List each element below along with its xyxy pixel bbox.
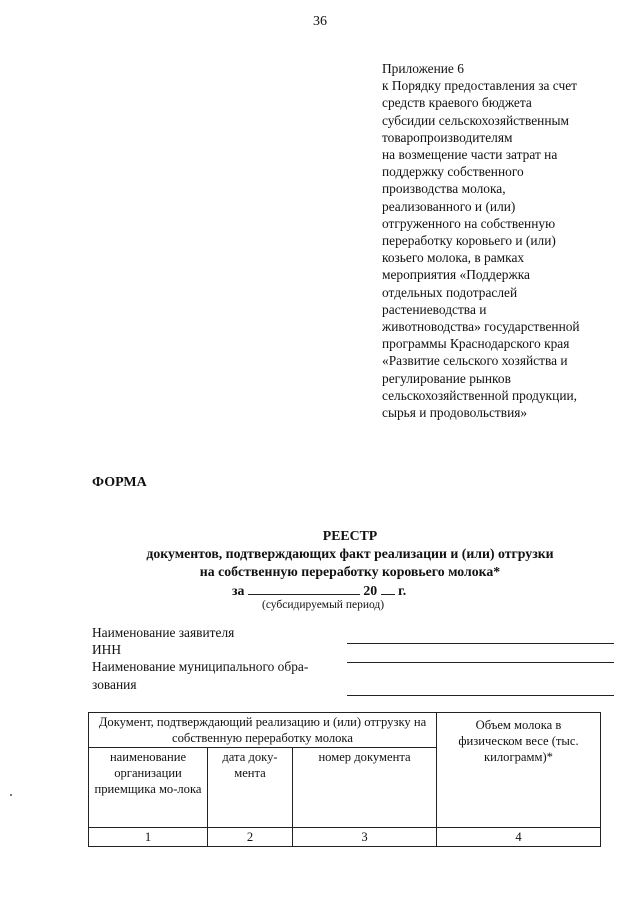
registry-table xyxy=(88,712,601,847)
appendix-line: козьего молока, в рамках xyxy=(382,250,525,266)
period-year: 20 xyxy=(363,583,378,598)
registry-subtitle-line1: документов, подтверждающих факт реализации и (или) отгрузки xyxy=(146,546,554,561)
org-name-header: наименование организации приемщика мо-лока xyxy=(89,748,208,828)
municipality-label: Наименование муниципального обра- xyxy=(92,659,309,674)
registry-title: РЕЕСТР xyxy=(322,528,378,543)
appendix-line: отдельных подотраслей xyxy=(382,284,518,300)
document-group-header: Документ, подтверждающий реализацию и (или) отгрузку на собственную переработку молока xyxy=(89,713,437,748)
applicant-line[interactable] xyxy=(347,643,614,644)
appendix-line: реализованного и (или) xyxy=(382,198,516,214)
municipality-label-cont: зования xyxy=(92,677,137,692)
appendix-line: программы Краснодарского края xyxy=(382,336,570,352)
period-suffix: г. xyxy=(398,583,407,598)
appendix-line: мероприятия «Поддержка xyxy=(382,267,530,283)
appendix-line: Приложение 6 xyxy=(382,61,464,76)
doc-date-header: дата доку-мента xyxy=(208,748,293,828)
period-row xyxy=(232,582,406,599)
applicant-label: Наименование заявителя xyxy=(92,625,235,640)
period-blank[interactable] xyxy=(248,582,360,595)
volume-header: Объем молока в физическом весе (тыс. килограмм)* xyxy=(437,713,601,828)
appendix-line: средств краевого бюджета xyxy=(382,95,532,111)
appendix-line: товаропроизводителям xyxy=(382,129,513,145)
period-prefix: за xyxy=(232,583,245,598)
period-caption: (субсидируемый период) xyxy=(262,599,385,611)
inn-label: ИНН xyxy=(92,642,122,657)
appendix-note xyxy=(382,60,630,421)
appendix-line: «Развитие сельского хозяйства и xyxy=(382,353,568,369)
registry-subtitle-line2: на собственную переработку коровьего молока* xyxy=(199,564,501,579)
appendix-line: переработку коровьего и (или) xyxy=(382,233,556,249)
appendix-line: отгруженного на собственную xyxy=(382,215,556,231)
appendix-line: субсидии сельскохозяйственным xyxy=(382,112,569,128)
appendix-line: сельскохозяйственной продукции, xyxy=(382,387,578,403)
inn-line[interactable] xyxy=(347,662,614,663)
page-number: 36 xyxy=(313,14,327,29)
appendix-line: животноводства» государственной xyxy=(382,319,580,335)
column-number: 3 xyxy=(293,828,437,847)
doc-number-header: номер документа xyxy=(293,748,437,828)
column-number: 4 xyxy=(437,828,601,847)
appendix-line: сырья и продовольствия» xyxy=(382,405,528,421)
column-number: 1 xyxy=(89,828,208,847)
appendix-line: на возмещение части затрат на xyxy=(382,147,558,163)
appendix-line: поддержку собственного xyxy=(382,164,524,180)
year-blank[interactable] xyxy=(381,582,395,595)
appendix-line: производства молока, xyxy=(382,181,506,197)
appendix-line: растениеводства и xyxy=(382,301,487,317)
column-number: 2 xyxy=(208,828,293,847)
scan-speck xyxy=(10,794,12,796)
form-label: ФОРМА xyxy=(92,475,147,490)
appendix-line: к Порядку предоставления за счет xyxy=(382,78,578,94)
appendix-line: регулирование рынков xyxy=(382,370,511,386)
municipality-line[interactable] xyxy=(347,695,614,696)
